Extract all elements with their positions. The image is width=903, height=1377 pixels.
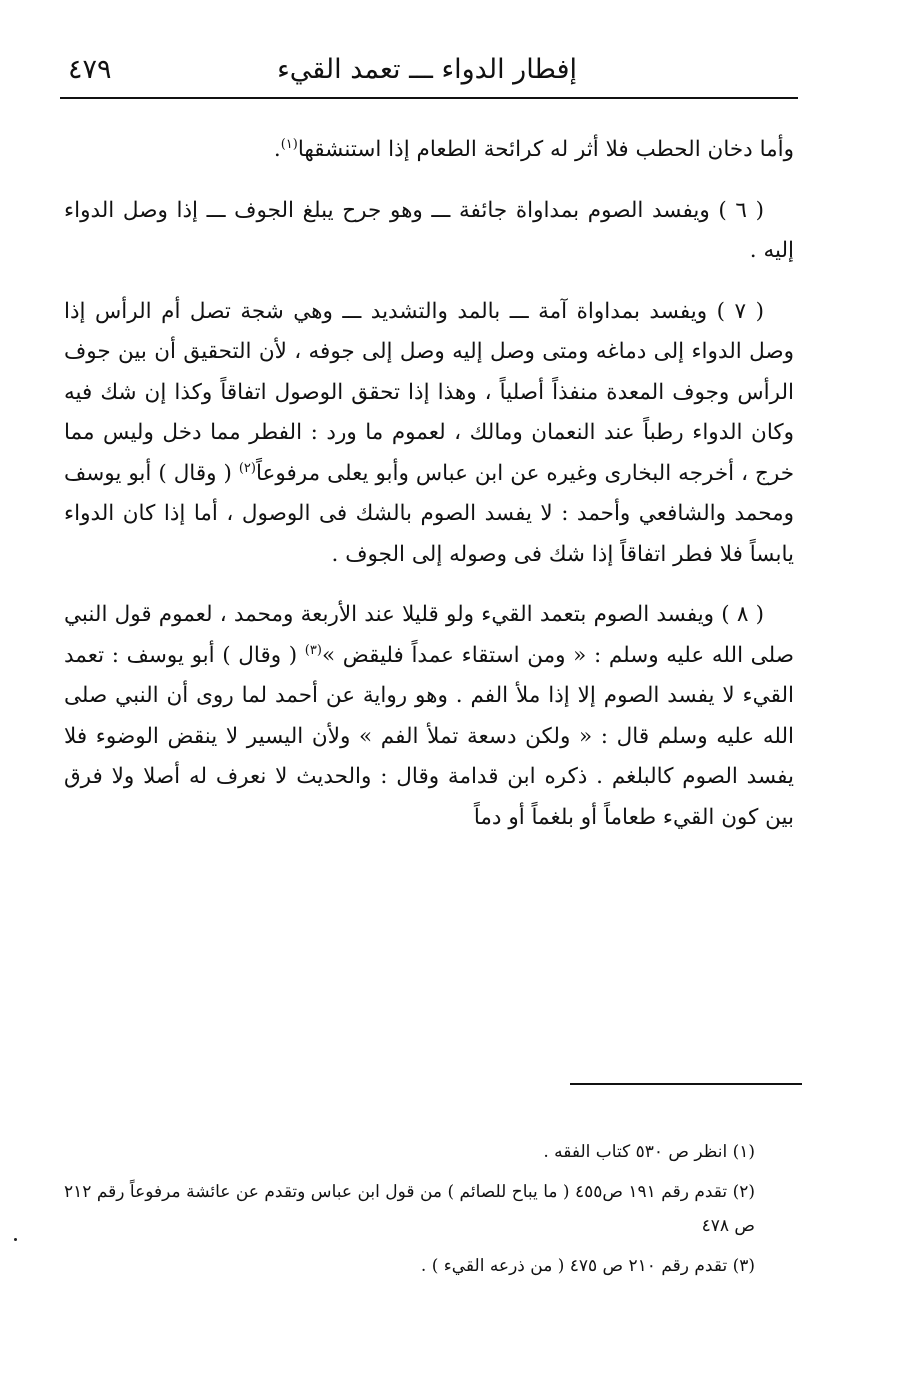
paragraph-item-7: [64, 292, 794, 576]
paragraph-tail: ( وقال ) أبو يوسف ومحمد والشافعي وأحمد : لا يفسد الصوم بالشك فى الوصول ، أما إذا كان الدواء يابساً فلا فطر اتفاقاً إذا شك فى وصوله إلى الجوف .: [64, 460, 794, 567]
footnote-2: (٢) تقدم رقم ١٩١ ص٤٥٥ ( ما يباح للصائم ) من قول ابن عباس وتقدم عن عائشة مرفوعاً رقم ٢١٢ ص ٤٧٨: [64, 1182, 755, 1236]
footnote-1: (١) انظر ص ٥٣٠ كتاب الفقه .: [543, 1142, 755, 1162]
footnote-reference: (١): [280, 136, 298, 152]
page-number: ٤٧٩: [68, 54, 112, 85]
footnotes: [64, 1135, 799, 1289]
paragraph-smoke: [64, 130, 794, 171]
paragraph-text: ( ٦ ) ويفسد الصوم بمداواة جائفة ـــ وهو جرح يبلغ الجوف ـــ إذا وصل الدواء إليه .: [64, 197, 794, 263]
paragraph-text: ( ٧ ) ويفسد بمداواة آمة ـــ بالمد والتشديد ـــ وهي شجة تصل أم الرأس إذا وصل الدواء إلى دماغه ومتى وصل إليه وصل إلى جوفه ، لأن التحقيق أن بين جوف الرأس وجوف المعدة منفذاً أصلياً ، وهذا إذا تحقق الوصول اتفاقاً وكذا إن شك فيه وكان الدواء رطباً عند النعمان ومالك ، لعموم ما ورد : الفطر مما دخل وليس مما خرج ، أخرجه البخارى وغيره عن ابن عباس وأبو يعلى مرفوعاً: [64, 298, 794, 486]
paragraph-tail: .: [273, 137, 281, 162]
header-title: إفطار الدواء ـــ تعمد القيء: [277, 54, 577, 85]
paragraph-text: وأما دخان الحطب فلا أثر له كرائحة الطعام إذا استنشقها: [297, 137, 794, 162]
footnote-3: (٣) تقدم رقم ٢١٠ ص ٤٧٥ ( من ذرعه القيء ) .: [420, 1256, 755, 1276]
footnote-reference: (٢): [238, 460, 256, 476]
running-header: [62, 46, 797, 96]
scan-speck: [14, 1238, 17, 1241]
footnote-separator: [570, 1083, 802, 1085]
header-rule: [60, 97, 798, 99]
paragraph-text: ( ٨ ) ويفسد الصوم بتعمد القيء ولو قليلا عند الأربعة ومحمد ، لعموم قول النبي صلى الله عليه وسلم : « ومن استقاء عمداً فليقض »: [64, 602, 794, 668]
main-text: [64, 130, 794, 858]
paragraph-item-8: [64, 595, 794, 838]
paragraph-item-6: [64, 191, 794, 272]
paragraph-tail: ( وقال ) أبو يوسف : تعمد القيء لا يفسد الصوم إلا إذا ملأ الفم . وهو رواية عن أحمد لما روى أن النبي صلى الله عليه وسلم قال : « ولكن دسعة تملأ الفم » ولأن اليسير لا ينقض الوضوء فلا يفسد الصوم كالبلغم . ذكره ابن قدامة وقال : والحديث لا نعرف له أصلا ولا فرق بين كون القيء طعاماً أو بلغماً أو دماً: [64, 642, 794, 830]
footnote-reference: (٣): [304, 642, 322, 658]
